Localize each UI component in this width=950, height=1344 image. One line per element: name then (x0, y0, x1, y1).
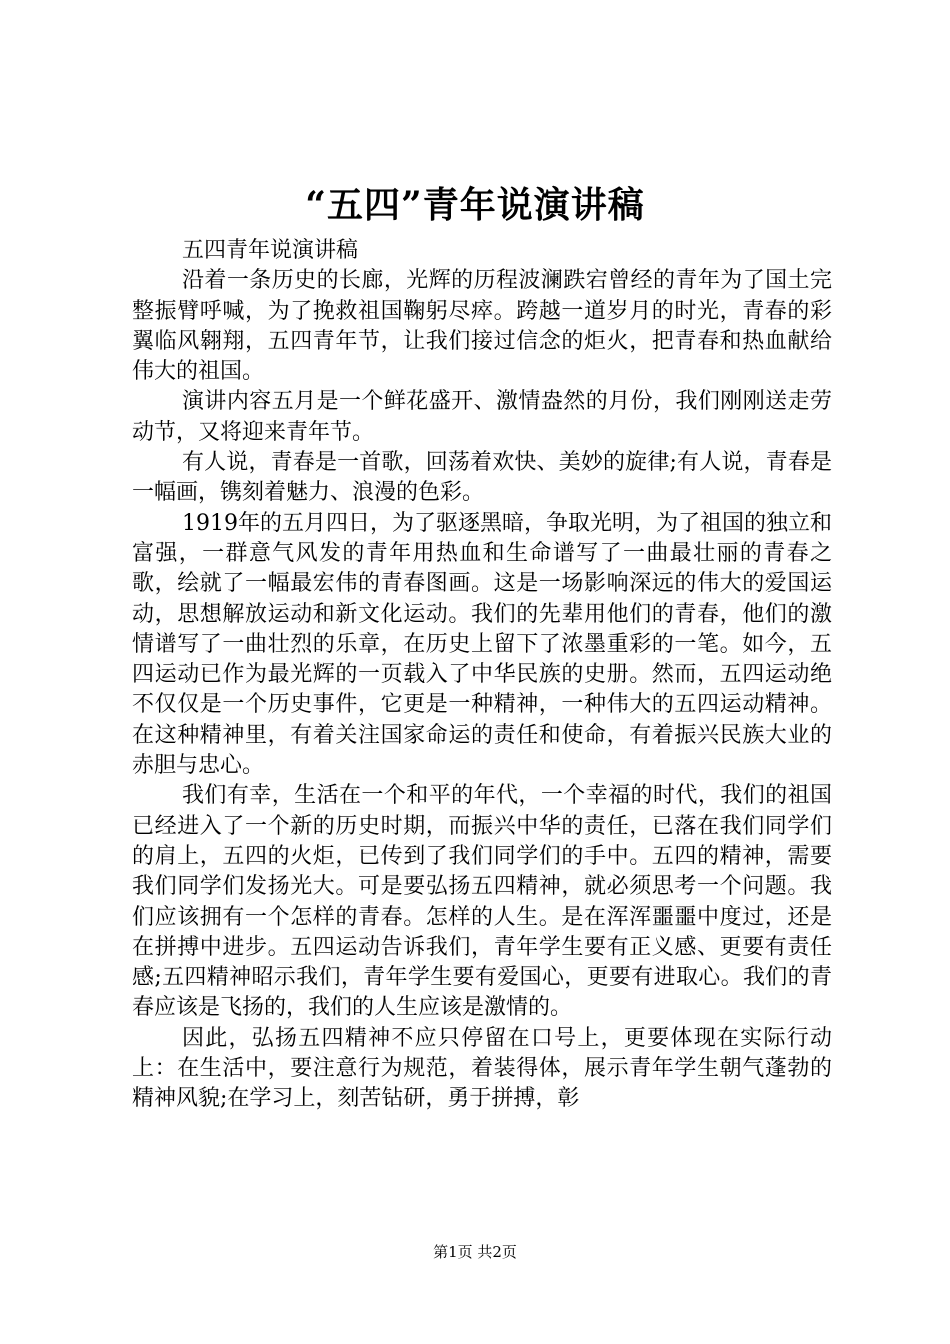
page-number-footer: 第1页 共2页 (433, 1243, 517, 1261)
paragraph-5: 我们有幸，生活在一个和平的年代，一个幸福的时代，我们的祖国已经进入了一个新的历史时期，而振兴中华的责任，已落在我们同学们的肩上，五四的火炬，已传到了我们同学们的手中。五四的精神，需要我们同学们发扬光大。可是要弘扬五四精神，就必须思考一个问题。我们应该拥有一个怎样的青春。怎样的人生。是在浑浑噩噩中度过，还是在拼搏中进步。五四运动告诉我们，青年学生要有正义感、更要有责任感;五四精神昭示我们，青年学生要有爱国心，更要有进取心。我们的青春应该是飞扬的，我们的人生应该是激情的。 (132, 783, 832, 1021)
document-body (132, 236, 832, 1115)
paragraph-4: 1919年的五月四日，为了驱逐黑暗，争取光明，为了祖国的独立和富强，一群意气风发的青年用热血和生命谱写了一曲最壮丽的青春之歌，绘就了一幅最宏伟的青春图画。这是一场影响深远的伟大的爱国运动，思想解放运动和新文化运动。我们的先辈用他们的青春，他们的激情谱写了一曲壮烈的乐章，在历史上留下了浓墨重彩的一笔。如今，五四运动已作为最光辉的一页载入了中华民族的史册。然而，五四运动绝不仅仅是一个历史事件，它更是一种精神，一种伟大的五四运动精神。在这种精神里，有着关注国家命运的责任和使命，有着振兴民族大业的赤胆与忠心。 (132, 510, 832, 779)
document-title: “五四”青年说演讲稿 (305, 184, 645, 226)
paragraph-2: 演讲内容五月是一个鲜花盛开、激情盎然的月份，我们刚刚送走劳动节，又将迎来青年节。 (132, 389, 832, 445)
paragraph-1: 沿着一条历史的长廊，光辉的历程波澜跌宕曾经的青年为了国土完整振臂呼喊，为了挽救祖国鞠躬尽瘁。跨越一道岁月的时光，青春的彩翼临风翱翔，五四青年节，让我们接过信念的炬火，把青春和热血献给伟大的祖国。 (132, 268, 832, 385)
paragraph-6: 因此，弘扬五四精神不应只停留在口号上，更要体现在实际行动上：在生活中，要注意行为规范，着装得体，展示青年学生朝气蓬勃的精神风貌;在学习上，刻苦钻研，勇于拼搏，彰 (132, 1025, 832, 1112)
paragraph-3: 有人说，青春是一首歌，回荡着欢快、美妙的旋律;有人说，青春是一幅画，镌刻着魅力、浪漫的色彩。 (132, 450, 832, 506)
document-subtitle: 五四青年说演讲稿 (182, 238, 359, 263)
